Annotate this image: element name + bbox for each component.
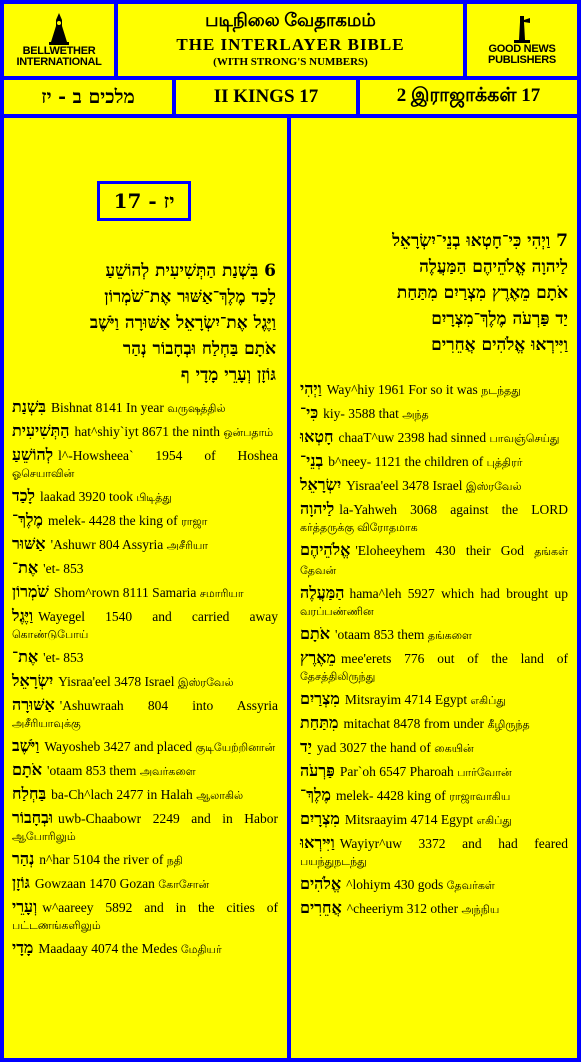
tamil-gloss: புத்திரர் xyxy=(486,457,523,469)
word-entry xyxy=(300,875,568,895)
english-gloss: Gowzaan 1470 Gozan xyxy=(34,876,155,891)
hebrew-word: מֶלֶךְ־ xyxy=(12,510,43,529)
verse-6-line: לָכַד מֶלֶךְ־אַשּׁוּר אֶת־שֹׁמְרוֹן xyxy=(104,287,276,307)
hebrew-word: מִצְרַיִם xyxy=(300,689,340,708)
english-gloss: b^neey- 1121 the children of xyxy=(328,454,484,469)
good-news-logo xyxy=(467,4,577,76)
hebrew-word: אַשּׁוּרָה xyxy=(12,695,55,714)
bellwether-logo-line1: BELLWETHER xyxy=(22,45,96,57)
word-entry xyxy=(300,786,568,806)
english-gloss: ^lohiym 430 gods xyxy=(346,877,444,892)
tamil-gloss: மேதியர் xyxy=(180,944,222,956)
word-entry xyxy=(12,809,278,846)
english-gloss: ^cheeriym 312 other xyxy=(346,901,459,916)
chapter-label: יז - 17 xyxy=(97,181,191,221)
english-gloss: Mitsrayim 4714 Egypt xyxy=(344,692,468,707)
tamil-gloss: பயந்துநடந்து xyxy=(300,856,367,868)
word-entry xyxy=(12,583,278,603)
hebrew-word: נְהַר xyxy=(12,849,35,868)
word-entry xyxy=(12,607,278,644)
hebrew-word: אֲחֵרִים xyxy=(300,898,342,917)
word-entry xyxy=(12,511,278,531)
hebrew-word: בַּחְלַח xyxy=(12,784,47,803)
word-entry xyxy=(12,898,278,935)
tamil-gloss: அசீரியாவுக்கு xyxy=(12,718,81,730)
word-entry xyxy=(12,785,278,805)
tamil-gloss: கர்த்தருக்கு விரோதமாக xyxy=(300,522,418,534)
word-entry xyxy=(12,446,278,483)
hebrew-word: הַתְּשִׁיעִית xyxy=(12,421,70,440)
english-gloss: laakad 3920 took xyxy=(40,489,133,504)
tamil-gloss: கீழிருந்த xyxy=(487,719,530,731)
hebrew-word: וּבְחָבוֹר xyxy=(12,808,53,827)
hebrew-word: וַיֶּגֶל xyxy=(12,606,34,625)
tamil-gloss: கொண்டுபோய் xyxy=(12,629,89,641)
tamil-gloss: எகிப்து xyxy=(470,695,506,707)
hebrew-word: פַּרְעֹה xyxy=(300,761,335,780)
english-gloss: l^-Howsheea` 1954 of Hoshea xyxy=(58,448,278,463)
english-gloss: mee'erets 776 out of the land of xyxy=(340,651,568,666)
english-gloss: Shom^rown 8111 Samaria xyxy=(53,585,197,600)
verse-7-line: יַד פַּרְעֹה מֶלֶךְ־מִצְרָיִם xyxy=(431,309,568,329)
tamil-gloss: கையின் xyxy=(434,743,474,755)
english-gloss: 'Ashuwr 804 Assyria xyxy=(50,537,164,552)
english-gloss: melek- 4428 king of xyxy=(335,788,446,803)
hebrew-word: אֶת־ xyxy=(12,558,39,577)
hebrew-word: בִּשְׁנַת xyxy=(12,397,46,416)
english-gloss: Wayiyr^uw 3372 and had feared xyxy=(339,836,568,851)
english-gloss: w^aareey 5892 and in the cities of xyxy=(42,900,278,915)
english-gloss: kiy- 3588 that xyxy=(323,406,399,421)
word-entry xyxy=(300,452,568,472)
word-entry xyxy=(300,380,568,400)
hebrew-word: אֹתָם xyxy=(300,624,331,643)
hebrew-word: שֹׁמְרוֹן xyxy=(12,582,49,601)
tamil-gloss: தங்களை xyxy=(427,630,472,642)
hebrew-word: גּוֹזָן xyxy=(12,873,30,892)
tamil-gloss: நதி xyxy=(166,855,183,867)
word-entry xyxy=(12,487,278,507)
english-gloss: yad 3027 the hand of xyxy=(316,740,431,755)
word-entry xyxy=(300,762,568,782)
hebrew-word: יַד xyxy=(300,737,312,756)
hebrew-word: מֵאֶרֶץ xyxy=(300,648,336,667)
word-entry xyxy=(12,648,278,668)
english-gloss: Bishnat 8141 In year xyxy=(51,400,164,415)
tamil-gloss: வருஷத்தில் xyxy=(167,403,226,415)
good-news-logo-line1: GOOD NEWS xyxy=(488,43,556,55)
hebrew-word: לְהוֹשֵׁעַ xyxy=(12,445,54,464)
english-gloss: Yisraa'eel 3478 Israel xyxy=(346,478,463,493)
tamil-gloss: அந்த xyxy=(402,409,429,421)
tamil-gloss: குடியேற்றினான் xyxy=(195,742,276,754)
hebrew-word: הַמַּעֲלֶה xyxy=(300,583,345,602)
tamil-gloss: ராஜா xyxy=(181,516,208,528)
english-gloss: 'et- 853 xyxy=(43,561,84,576)
word-entry xyxy=(12,761,278,781)
bellwether-logo-line2: INTERNATIONAL xyxy=(16,56,102,68)
tamil-gloss: பாவஞ்செய்து xyxy=(489,433,560,445)
bellwether-logo xyxy=(4,4,114,76)
tamil-title: படிநிலை வேதாகமம் xyxy=(205,10,376,30)
tamil-gloss: ஓசெயாவின் xyxy=(12,468,75,480)
word-entry xyxy=(300,649,568,686)
hebrew-word: יִשְׂרָאֵל xyxy=(300,475,342,494)
verse-7-line: 7 וַיְהִי כִּי־חָטְאוּ בְנֵי־יִשְׂרָאֵל xyxy=(392,231,568,251)
word-entry xyxy=(300,625,568,645)
tamil-gloss: ஆலாகில் xyxy=(196,790,244,802)
hebrew-word: וַיִּירְאוּ xyxy=(300,833,335,852)
tamil-gloss: அவர்களை xyxy=(139,766,196,778)
hebrew-word: לָכַד xyxy=(12,486,35,505)
word-entry xyxy=(12,874,278,894)
hebrew-word: לַיהוָה xyxy=(300,499,335,518)
word-entry xyxy=(300,476,568,496)
word-entry xyxy=(300,714,568,734)
verse-7-line: אֹתָם מֵאֶרֶץ מִצְרַיִם מִתַּחַת xyxy=(396,283,568,303)
english-gloss: 'otaam 853 them xyxy=(335,627,425,642)
word-entry xyxy=(12,559,278,579)
english-gloss: hama^leh 5927 which had brought up xyxy=(349,586,568,601)
english-gloss: Par`oh 6547 Pharoah xyxy=(339,764,454,779)
english-gloss: mitachat 8478 from under xyxy=(343,716,485,731)
english-gloss: hat^shiy`iyt 8671 the ninth xyxy=(74,424,220,439)
english-gloss: Wayosheb 3427 and placed xyxy=(44,739,193,754)
word-entry xyxy=(300,738,568,758)
tamil-gloss: கோசோன் xyxy=(158,879,210,891)
english-gloss: melek- 4428 the king of xyxy=(47,513,178,528)
tamil-gloss: ஒன்பதாம் xyxy=(223,427,274,439)
english-gloss: Mitsraayim 4714 Egypt xyxy=(344,812,474,827)
trumpet-figure-icon xyxy=(510,14,534,44)
hebrew-word: וַיְהִי xyxy=(300,379,322,398)
tamil-gloss: பிடித்து xyxy=(136,492,172,504)
verse-6-line: גּוֹזָן וְעָרֵי מָדָי ף xyxy=(180,365,276,385)
tamil-gloss: இஸ்ரவேல் xyxy=(465,481,522,493)
bell-tower-icon xyxy=(47,12,71,46)
hebrew-word: חָטְאוּ xyxy=(300,427,334,446)
hebrew-word: וְעָרֵי xyxy=(12,897,38,916)
hebrew-word: מִתַּחַת xyxy=(300,713,339,732)
word-entry xyxy=(300,428,568,448)
main-title: THE INTERLAYER BIBLE xyxy=(176,35,405,54)
word-entry xyxy=(300,690,568,710)
word-entry xyxy=(300,810,568,830)
tamil-gloss: வரப்பண்ணின xyxy=(300,606,374,618)
english-gloss: Way^hiy 1961 For so it was xyxy=(326,382,478,397)
tamil-gloss: ஆபோரிலும் xyxy=(12,831,76,843)
tamil-gloss: பட்டணங்களிலும் xyxy=(12,920,101,932)
english-gloss: Wayegel 1540 and carried away xyxy=(38,609,278,624)
word-entry xyxy=(300,404,568,424)
word-entry xyxy=(300,584,568,621)
verse-6-line: אֹתָם בַּחְלַח וּבְחָבוֹר נְהַר xyxy=(122,339,276,359)
hebrew-word: אֹתָם xyxy=(12,760,43,779)
hebrew-word: וַיֹּשֶׁב xyxy=(12,736,40,755)
english-book-label: II KINGS 17 xyxy=(176,80,356,114)
tamil-gloss: எகிப்து xyxy=(476,815,512,827)
right-word-list xyxy=(300,380,568,923)
good-news-logo-line2: PUBLISHERS xyxy=(488,54,556,66)
word-entry xyxy=(12,696,278,733)
left-word-list xyxy=(12,398,278,963)
tamil-gloss: தேவர்கள் xyxy=(446,880,495,892)
english-gloss: 'et- 853 xyxy=(43,650,84,665)
subtitle: (WITH STRONG'S NUMBERS) xyxy=(213,56,368,68)
verse-7-line: לַיהוָה אֱלֹהֵיהֶם הַמַּעֲלֶה xyxy=(419,257,568,277)
hebrew-word: אֱלֹהִים xyxy=(300,874,342,893)
word-entry xyxy=(300,500,568,537)
word-entry xyxy=(12,850,278,870)
english-gloss: n^har 5104 the river of xyxy=(39,852,164,867)
word-entry xyxy=(12,672,278,692)
verse-6-line: 6 בִּשְׁנַת הַתְּשִׁיעִית לְהוֹשֵׁעַ xyxy=(105,261,276,281)
tamil-gloss: தேசத்திலிருந்து xyxy=(300,671,376,683)
tamil-gloss: பார்வோன் xyxy=(457,767,512,779)
english-gloss: la-Yahweh 3068 against the LORD xyxy=(339,502,568,517)
tamil-gloss: சமாரியா xyxy=(199,588,244,600)
tamil-gloss: நடந்தது xyxy=(481,385,521,397)
hebrew-word: אֶת־ xyxy=(12,647,39,666)
tamil-gloss: இஸ்ரவேல் xyxy=(177,677,234,689)
hebrew-book-label: מלכים ב - יז xyxy=(4,80,172,114)
tamil-book-label: 2 இராஜாக்கள் 17 xyxy=(360,80,577,114)
hebrew-word: כִּי־ xyxy=(300,403,319,422)
hebrew-word: בְנֵי־ xyxy=(300,451,324,470)
english-gloss: ba-Ch^lach 2477 in Halah xyxy=(51,787,193,802)
tamil-gloss: அந்நிய xyxy=(461,904,500,916)
word-entry xyxy=(12,535,278,555)
word-entry xyxy=(300,541,568,580)
hebrew-word: יִשְׂרָאֵל xyxy=(12,671,54,690)
tamil-gloss: ராஜாவாகிய xyxy=(449,791,511,803)
word-entry xyxy=(300,834,568,871)
english-gloss: Yisraa'eel 3478 Israel xyxy=(58,674,175,689)
tamil-gloss: அசீரியா xyxy=(166,540,209,552)
verse-6-hebrew xyxy=(14,258,276,388)
word-entry xyxy=(300,899,568,919)
hebrew-word: אַשּׁוּר xyxy=(12,534,46,553)
english-gloss: 'Eloheeyhem 430 their God xyxy=(355,543,525,558)
hebrew-word: מִצְרָיִם xyxy=(300,809,340,828)
verse-6-line: וַיֶּגֶל אֶת־יִשְׂרָאֵל אַשּׁוּרָה וַיֹּשֶׁב xyxy=(89,313,276,333)
word-entry xyxy=(12,737,278,757)
english-gloss: Maadaay 4074 the Medes xyxy=(38,941,178,956)
verse-7-line: וַיִּירְאוּ אֱלֹהִים אֲחֵרִים xyxy=(431,335,568,355)
verse-7-hebrew xyxy=(300,228,568,358)
english-gloss: 'Ashuwraah 804 into Assyria xyxy=(59,698,278,713)
hebrew-word: מֶלֶךְ־ xyxy=(300,785,331,804)
word-entry xyxy=(12,422,278,442)
english-gloss: uwb-Chaabowr 2249 and in Habor xyxy=(57,811,278,826)
hebrew-word: אֱלֹהֵיהֶם xyxy=(300,540,351,559)
title-block xyxy=(118,4,463,76)
english-gloss: 'otaam 853 them xyxy=(47,763,137,778)
english-gloss: chaaT^uw 2398 had sinned xyxy=(338,430,487,445)
hebrew-word: מָדָי xyxy=(12,938,34,957)
word-entry xyxy=(12,398,278,418)
word-entry xyxy=(12,939,278,959)
tamil-gloss: தங்கள் தேவன் xyxy=(300,546,568,577)
